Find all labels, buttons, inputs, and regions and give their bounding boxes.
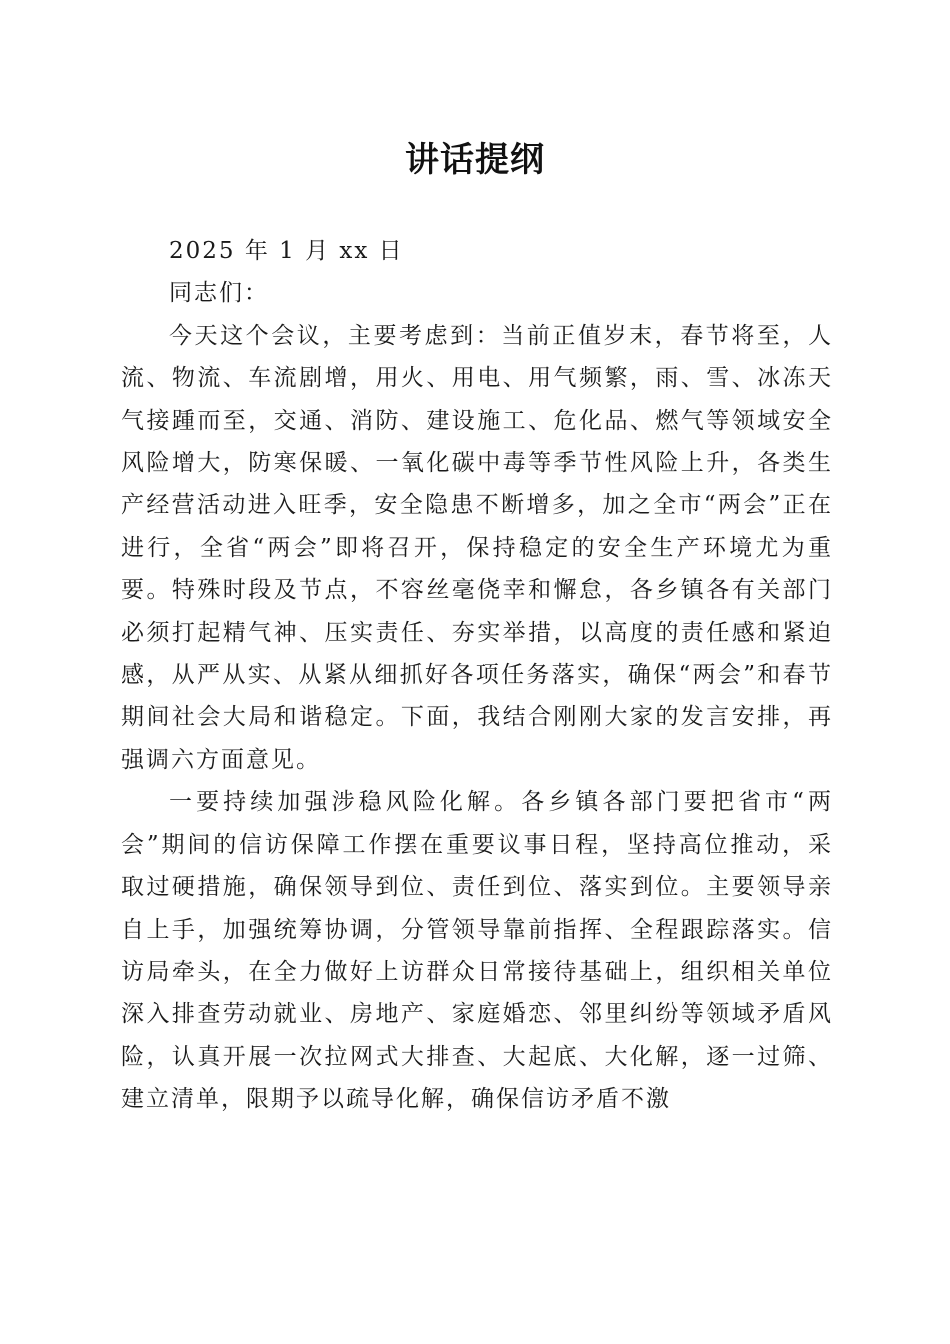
paragraph: 一要持续加强涉稳风险化解。各乡镇各部门要把省市“两会”期间的信访保障工作摆在重要议事日程，坚持高位推动，采取过硬措施，确保领导到位、责任到位、落实到位。主要领导亲自上手，加强统筹协调，分管领导靠前指挥、全程跟踪落实。信访局牵头，在全力做好上访群众日常接待基础上，组织相关单位深入排查劳动就业、房地产、家庭婚恋、邻里纠纷等领域矛盾风险，认真开展一次拉网式大排查、大起底、大化解，逐一过筛、建立清单，限期予以疏导化解，确保信访矛盾不激 — [121, 789, 833, 1113]
date-line: 2025 年 1 月 xx 日 — [169, 238, 404, 264]
paragraph: 今天这个会议，主要考虑到：当前正值岁末，春节将至，人流、物流、车流剧增，用火、用电、用气频繁，雨、雪、冰冻天气接踵而至，交通、消防、建设施工、危化品、燃气等领域安全风险增大，防寒保暖、一氧化碳中毒等季节性风险上升，各类生产经营活动进入旺季，安全隐患不断增多，加之全市“两会”正在进行，全省“两会”即将召开，保持稳定的安全生产环境尤为重要。特殊时段及节点，不容丝毫侥幸和懈怠，各乡镇各有关部门必须打起精气神、压实责任、夯实举措，以高度的责任感和紧迫感，从严从实、从紧从细抓好各项任务落实，确保“两会”和春节期间社会大局和谐稳定。下面，我结合刚刚大家的发言安排，再强调六方面意见。 — [121, 322, 833, 773]
salutation: 同志们： — [169, 280, 269, 307]
document-title: 讲话提纲 — [405, 140, 545, 180]
document-body — [121, 230, 833, 1121]
